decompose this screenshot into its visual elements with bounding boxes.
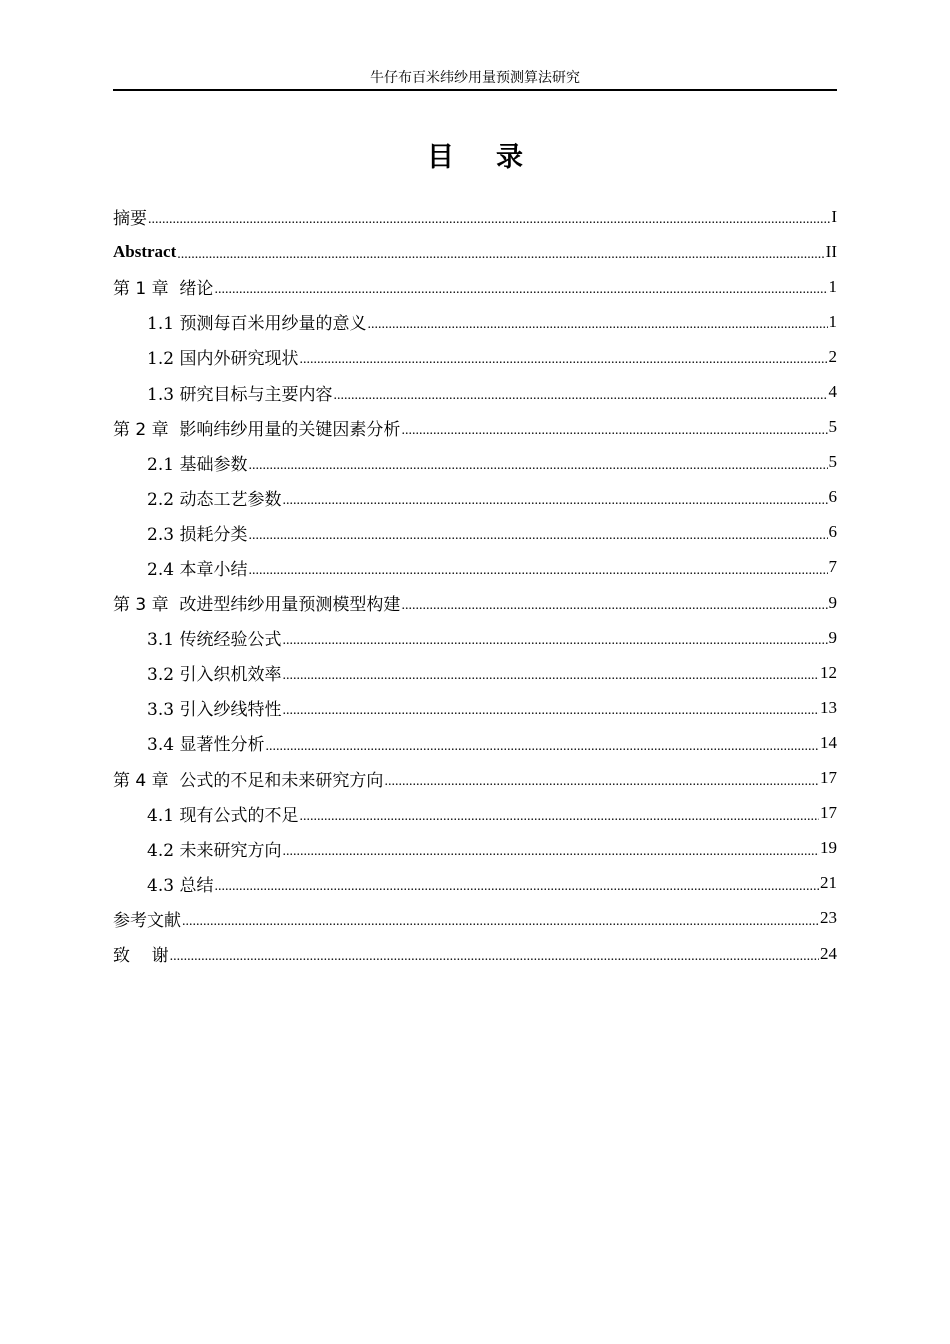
toc-entry[interactable]: [113, 901, 837, 936]
toc-leader-dots: [248, 460, 827, 480]
toc-entry-label: 第 3 章 改进型纬纱用量预测模型构建: [113, 595, 401, 616]
toc-leader-dots: [170, 951, 819, 971]
toc-entry[interactable]: [113, 269, 837, 304]
toc-leader-dots: [148, 214, 830, 234]
toc-leader-dots: [384, 776, 819, 796]
toc-leader-dots: [333, 390, 827, 410]
toc-entry[interactable]: [113, 304, 837, 339]
toc-entry-page: 6: [828, 522, 837, 542]
toc-entry-page: 5: [828, 417, 837, 437]
toc-title: [0, 140, 950, 176]
toc-leader-dots: [248, 565, 827, 585]
running-header: 牛仔布百米纬纱用量预测算法研究: [113, 69, 837, 91]
toc-entry-label: 4.1 现有公式的不足: [147, 805, 299, 826]
toc-entry-label: 1.3 研究目标与主要内容: [147, 384, 333, 405]
toc-entry-page: 6: [828, 487, 837, 507]
toc-entry-label: 1.2 国内外研究现状: [147, 349, 299, 370]
toc-entry-page: 5: [828, 452, 837, 472]
toc-entry-page: 7: [828, 557, 837, 577]
toc-title-char-1: 目: [427, 142, 454, 173]
toc-entry[interactable]: [113, 831, 837, 866]
toc-entry-page: 17: [820, 768, 837, 788]
toc-entry-page: 24: [820, 943, 837, 963]
toc-leader-dots: [248, 530, 827, 550]
toc-leader-dots: [182, 916, 819, 936]
toc-entry-page: 17: [820, 803, 837, 823]
toc-entry-label: 2.4 本章小结: [147, 559, 248, 580]
toc-entry-label: 3.3 引入纱线特性: [147, 700, 282, 721]
toc-entry[interactable]: [113, 655, 837, 690]
toc-entry[interactable]: [113, 445, 837, 480]
toc-entry-label: 3.1 传统经验公式: [147, 630, 282, 651]
toc-entry[interactable]: [113, 410, 837, 445]
toc-entry-page: 1: [828, 311, 837, 331]
toc-entry-label: 摘要: [113, 209, 147, 230]
toc-entry-page: 12: [820, 662, 837, 682]
toc-entry[interactable]: [113, 761, 837, 796]
toc-entry[interactable]: [113, 620, 837, 655]
toc-entry[interactable]: [113, 866, 837, 901]
toc-entry[interactable]: [113, 796, 837, 831]
toc-entry-page: I: [831, 206, 837, 226]
toc-entry-label: 致 谢: [113, 946, 169, 967]
toc-leader-dots: [401, 425, 827, 445]
toc-entry-label: 4.2 未来研究方向: [147, 840, 282, 861]
toc-entry-label: 第 4 章 公式的不足和未来研究方向: [113, 770, 384, 791]
toc-entry-label: 第 1 章 绪论: [113, 279, 214, 300]
toc-entry-label: Abstract: [113, 241, 177, 261]
toc-entry-page: II: [825, 241, 837, 261]
toc-leader-dots: [367, 319, 827, 339]
toc-leader-dots: [282, 495, 827, 515]
toc-entry-label: 参考文献: [113, 910, 181, 931]
toc-entry[interactable]: [113, 585, 837, 620]
toc-leader-dots: [282, 705, 819, 725]
toc-entry-label: 2.2 动态工艺参数: [147, 489, 282, 510]
toc-leader-dots: [299, 811, 819, 831]
toc-entry[interactable]: [113, 725, 837, 760]
toc-entry[interactable]: [113, 690, 837, 725]
toc-entry-page: 21: [820, 873, 837, 893]
toc-leader-dots: [214, 284, 827, 304]
toc-entry-page: 23: [820, 908, 837, 928]
toc-entry-label: 第 2 章 影响纬纱用量的关键因素分析: [113, 419, 401, 440]
toc-entry[interactable]: [113, 550, 837, 585]
toc-entry[interactable]: [113, 515, 837, 550]
toc-entry-page: 9: [828, 592, 837, 612]
toc-leader-dots: [299, 354, 827, 374]
toc-entry[interactable]: [113, 234, 837, 269]
toc-entry-label: 2.3 损耗分类: [147, 524, 248, 545]
toc-entry-label: 3.4 显著性分析: [147, 735, 265, 756]
toc-leader-dots: [177, 249, 824, 269]
toc-leader-dots: [265, 741, 819, 761]
toc-entry[interactable]: [113, 199, 837, 234]
toc-entry-page: 1: [828, 276, 837, 296]
toc-entry-page: 9: [828, 627, 837, 647]
toc-entry-page: 4: [828, 382, 837, 402]
toc-entry-label: 4.3 总结: [147, 875, 214, 896]
toc-entry[interactable]: [113, 936, 837, 971]
table-of-contents: [113, 199, 837, 971]
toc-entry-label: 2.1 基础参数: [147, 454, 248, 475]
toc-entry-label: 3.2 引入织机效率: [147, 665, 282, 686]
toc-entry[interactable]: [113, 480, 837, 515]
toc-entry[interactable]: [113, 339, 837, 374]
toc-entry[interactable]: [113, 374, 837, 409]
toc-entry-page: 2: [828, 346, 837, 366]
toc-entry-page: 13: [820, 697, 837, 717]
toc-title-char-2: 录: [496, 142, 523, 173]
toc-entry-page: 14: [820, 732, 837, 752]
toc-entry-page: 19: [820, 838, 837, 858]
toc-leader-dots: [401, 600, 827, 620]
toc-leader-dots: [282, 846, 819, 866]
toc-leader-dots: [282, 635, 827, 655]
toc-leader-dots: [282, 670, 819, 690]
toc-leader-dots: [214, 881, 819, 901]
toc-entry-label: 1.1 预测每百米用纱量的意义: [147, 314, 367, 335]
